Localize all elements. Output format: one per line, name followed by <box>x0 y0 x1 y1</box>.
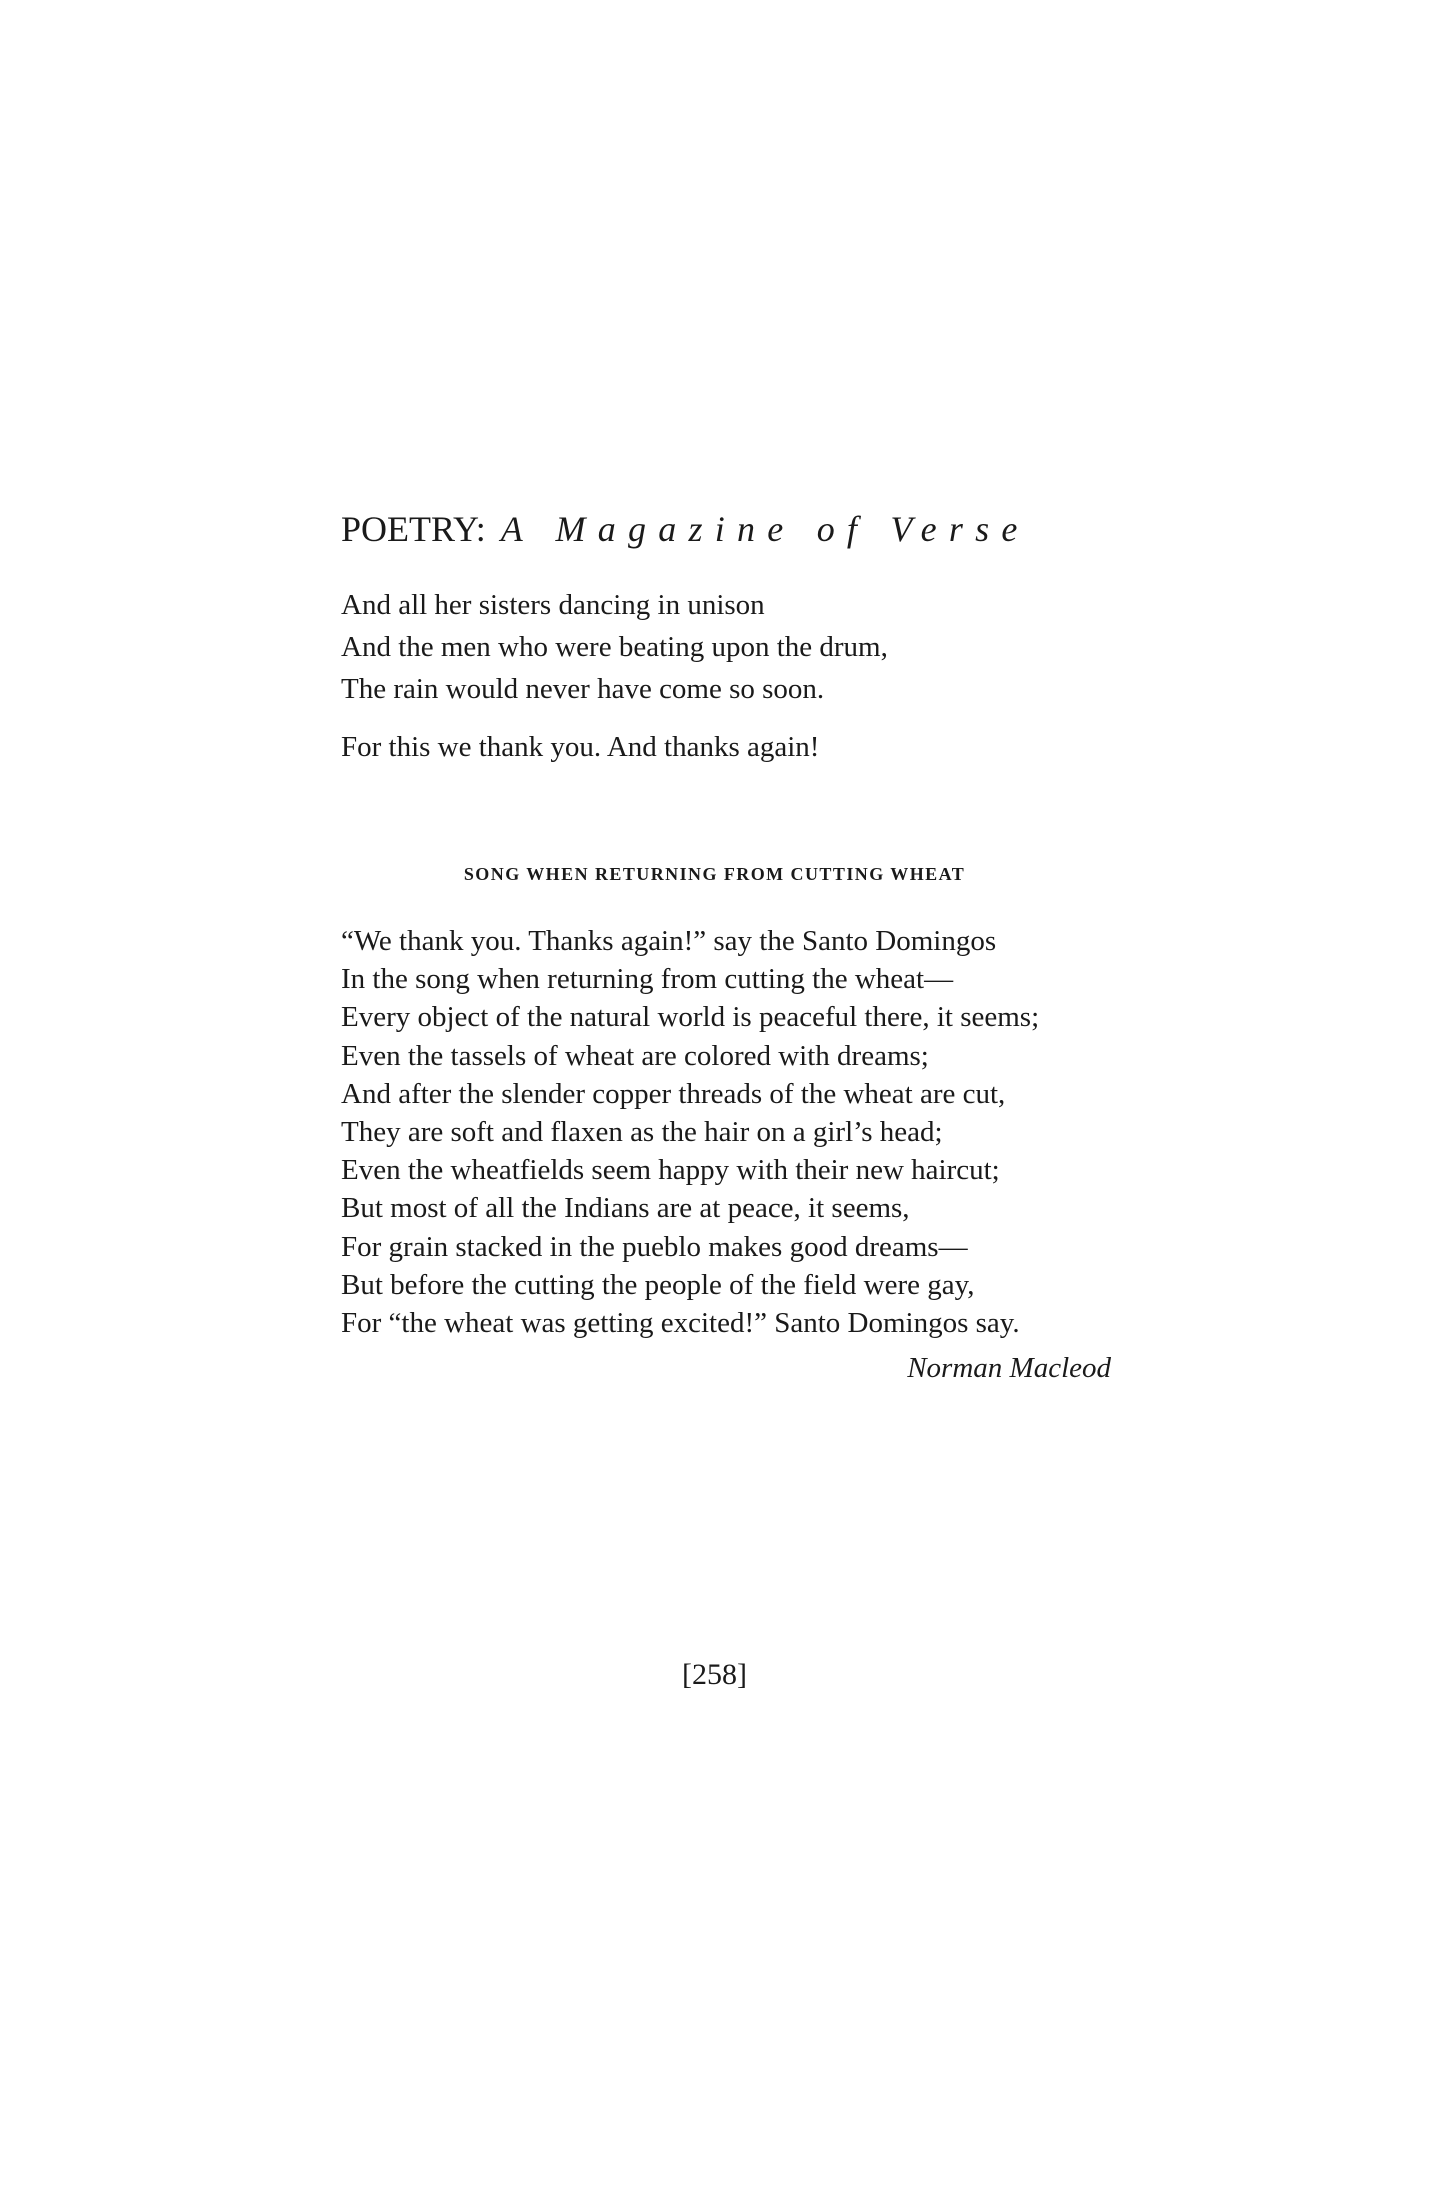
page-number: [258] <box>682 1658 747 1691</box>
stanza-3 <box>341 922 1039 1342</box>
poem-line: They are soft and flaxen as the hair on a girl’s head; <box>341 1116 943 1149</box>
running-head <box>341 508 1030 550</box>
poem-line: The rain would never have come so soon. <box>341 673 825 705</box>
poem-line: And after the slender copper threads of the wheat are cut, <box>341 1077 1006 1110</box>
poem-line: But before the cutting the people of the field were gay, <box>341 1268 975 1301</box>
poem-line: Even the wheatfields seem happy with their new haircut; <box>341 1154 1000 1187</box>
stanza-1 <box>341 584 888 710</box>
journal-subtitle: A Magazine of Verse <box>500 509 1030 549</box>
poem-line: And all her sisters dancing in unison <box>341 589 765 621</box>
poem-line: Every object of the natural world is peaceful there, it seems; <box>341 1001 1040 1034</box>
poem-line: For grain stacked in the pueblo makes good dreams— <box>341 1230 968 1263</box>
poem-line: Even the tassels of wheat are colored with dreams; <box>341 1039 929 1072</box>
author-signature: Norman Macleod <box>907 1352 1111 1384</box>
poem-line: But most of all the Indians are at peace, it seems, <box>341 1192 910 1225</box>
journal-name: POETRY: <box>341 509 486 549</box>
poem-line: For “the wheat was getting excited!” Santo Domingos say. <box>341 1307 1020 1340</box>
poem-line: “We thank you. Thanks again!” say the Santo Domingos <box>341 925 997 957</box>
poem-title: SONG WHEN RETURNING FROM CUTTING WHEAT <box>463 864 966 884</box>
poem-line: And the men who were beating upon the drum, <box>341 631 888 663</box>
poem-line: In the song when returning from cutting the wheat— <box>341 963 954 996</box>
stanza-2 <box>341 726 819 768</box>
poem-line: For this we thank you. And thanks again! <box>341 731 820 763</box>
